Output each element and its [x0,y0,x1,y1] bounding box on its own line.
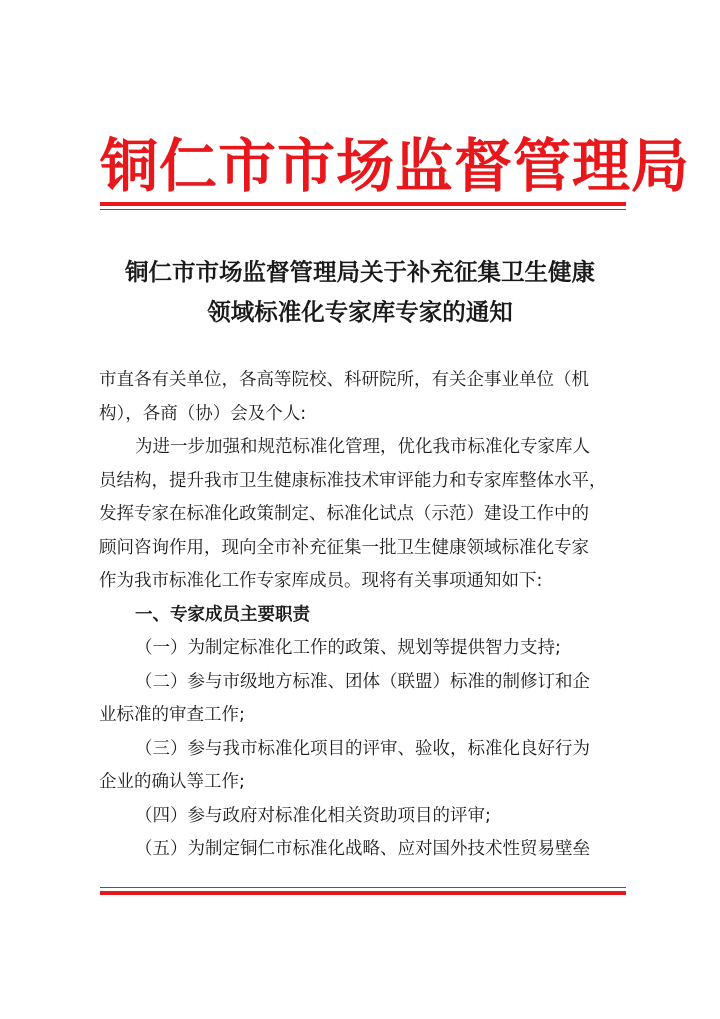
document-body [99,364,637,867]
footer-red-rule-thick [100,891,626,895]
letterhead-red-rule-thick [100,202,626,206]
body-line-paragraph: 为进一步加强和规范标准化管理，优化我市标准化专家库人 [135,437,590,457]
document-title-line-1: 铜仁市市场监督管理局关于补充征集卫生健康 [125,258,595,286]
body-line-paragraph: 发挥专家在标准化政策制定、标准化试点（示范）建设工作中的 [99,504,589,524]
body-line-salutation-2: 构），各商（协）会及个人: [99,403,307,424]
duty-item-3-continued: 企业的确认等工作; [99,772,245,792]
duty-item-1: （一）为制定标准化工作的政策、规划等提供智力支持; [135,638,561,658]
body-line-salutation-1: 市直各有关单位，各高等院校、科研院所，有关企事业单位（机 [99,370,589,390]
body-line-paragraph: 员结构，提升我市卫生健康标准技术审评能力和专家库整体水平， [99,470,607,491]
duty-item-2: （二）参与市级地方标准、团体（联盟）标准的制修订和企 [135,671,590,692]
duty-item-2-continued: 业标准的审查工作; [99,705,245,725]
section-heading-duties: 一、专家成员主要职责 [135,604,310,625]
body-line-paragraph: 作为我市标准化工作专家库成员。现将有关事项通知如下: [99,571,543,591]
body-line-paragraph: 顾问咨询作用，现向全市补充征集一批卫生健康领域标准化专家 [99,537,589,558]
duty-item-3: （三）参与我市标准化项目的评审、验收，标准化良好行为 [135,738,590,759]
document-title [80,252,640,332]
letterhead-red-rule-thin [100,209,626,210]
duty-item-5: （五）为制定铜仁市标准化战略、应对国外技术性贸易壁垒 [135,839,590,859]
document-title-line-2: 领域标准化专家库专家的通知 [207,298,513,326]
duty-item-4: （四）参与政府对标准化相关资助项目的评审; [135,805,491,826]
org-letterhead-title: 铜仁市市场监督管理局 [100,132,691,200]
footer-red-rule-thin [100,887,626,888]
